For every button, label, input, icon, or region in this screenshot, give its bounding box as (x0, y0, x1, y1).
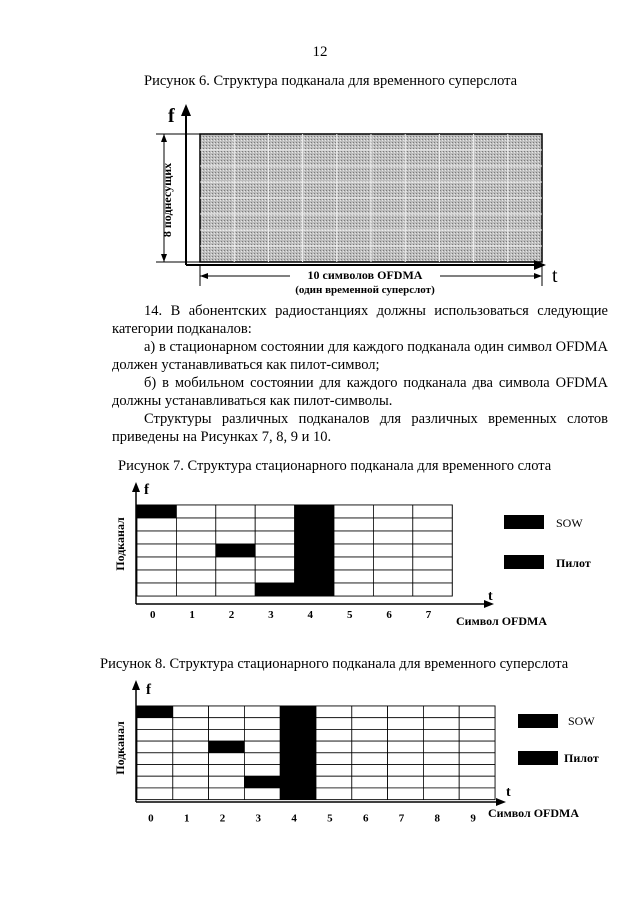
dimension-arrow-up-icon (161, 134, 167, 142)
grid-cell (373, 570, 412, 583)
subchannel-grid (200, 134, 542, 262)
grid-cell (255, 557, 294, 570)
grid-cell (388, 718, 424, 730)
grid-cell (373, 544, 412, 557)
grid-cell (334, 570, 373, 583)
grid-cell (137, 776, 173, 788)
grid-cell (352, 788, 388, 800)
grid-cell (316, 729, 352, 741)
grid-cell (413, 583, 452, 596)
grid-cell (352, 765, 388, 777)
grid-cell (388, 753, 424, 765)
symbol-tick-label: 6 (386, 609, 392, 621)
grid-cell (176, 518, 215, 531)
grid-cell (413, 557, 452, 570)
symbol-tick-label: 4 (307, 609, 314, 621)
grid-cell (413, 518, 452, 531)
grid-cell (173, 718, 209, 730)
paragraph-a: а) в стационарном состоянии для каждого подканала один символ OFDMA должен устанавливаться как пилот-символ; (112, 339, 608, 373)
grid-cell (413, 531, 452, 544)
dimension-arrow-down-icon (161, 254, 167, 262)
grid-cell (423, 765, 459, 777)
t-axis-arrow-icon (496, 798, 506, 806)
subchannel-axis-label: Подканал (113, 721, 127, 775)
figure-7-caption: Рисунок 7. Структура стационарного подканала для временного слота (118, 458, 552, 474)
grid-cell (459, 729, 495, 741)
dimension-arrow-left-icon (200, 273, 208, 279)
dimension-arrow-right-icon (534, 273, 542, 279)
grid-cell (137, 718, 173, 730)
legend-pilot-label: Пилот (564, 751, 599, 765)
grid-cell (137, 729, 173, 741)
grid-cell (255, 531, 294, 544)
grid-cell (334, 557, 373, 570)
symbol-tick-label: 2 (219, 812, 226, 825)
grid-cell (216, 583, 255, 596)
grid-cell (423, 788, 459, 800)
grid-cell (176, 531, 215, 544)
grid-cell (388, 776, 424, 788)
f-axis-arrow-icon (181, 104, 191, 116)
grid-cell (209, 706, 245, 718)
grid-cell (216, 531, 255, 544)
grid-cell (373, 557, 412, 570)
grid-cell (137, 518, 176, 531)
body-text (112, 302, 608, 446)
grid-cell (352, 718, 388, 730)
symbol-tick-label: 8 (434, 812, 441, 825)
legend-pilot-label: Пилот (556, 556, 591, 570)
grid-cell (176, 557, 215, 570)
grid-cell (459, 706, 495, 718)
grid-cell (244, 741, 280, 753)
grid-cell (209, 718, 245, 730)
grid-cell (388, 788, 424, 800)
grid-cell (423, 706, 459, 718)
grid-cell (423, 729, 459, 741)
symbol-tick-labels (148, 813, 476, 825)
sow-cell (137, 706, 173, 718)
symbol-tick-label: 3 (255, 812, 262, 825)
grid-cell (244, 729, 280, 741)
grid-cell (255, 544, 294, 557)
pilot-symbol-column (295, 505, 334, 596)
subchannel-grid (137, 505, 452, 596)
f-axis-arrow-icon (132, 680, 140, 690)
grid-cell (255, 505, 294, 518)
t-axis-label: t (506, 785, 511, 800)
legend-sow-swatch (504, 515, 544, 529)
f-axis-label: f (168, 105, 175, 127)
grid-cell (173, 776, 209, 788)
grid-cell (334, 518, 373, 531)
grid-cell (388, 741, 424, 753)
grid-cell (244, 753, 280, 765)
grid-cell (137, 741, 173, 753)
symbols-label: 10 символов OFDMA (307, 268, 423, 282)
symbol-tick-label: 5 (346, 609, 353, 621)
grid-cell (459, 765, 495, 777)
pilot-symbol-column (280, 706, 316, 800)
grid-cell (352, 776, 388, 788)
sow-cell (209, 741, 245, 753)
grid-cell (216, 557, 255, 570)
legend-sow-swatch (518, 714, 558, 728)
figure-8-caption: Рисунок 8. Структура стационарного подканала для временного суперслота (100, 656, 569, 672)
t-axis-label: t (552, 265, 558, 287)
sow-cell (244, 776, 280, 788)
grid-cell (352, 741, 388, 753)
grid-cell (413, 544, 452, 557)
grid-cell (176, 570, 215, 583)
superslot-label: (один временной суперслот) (295, 284, 435, 296)
subcarriers-label: 8 поднесущих (160, 162, 174, 238)
grid-cell (459, 776, 495, 788)
grid-cell (137, 753, 173, 765)
grid-cell (334, 531, 373, 544)
grid-cell (352, 729, 388, 741)
symbol-tick-label: 4 (291, 812, 297, 825)
grid-cell (137, 531, 176, 544)
grid-cell (423, 718, 459, 730)
grid-cell (173, 729, 209, 741)
grid-cell (316, 788, 352, 800)
grid-cell (459, 788, 495, 800)
symbol-tick-label: 5 (327, 812, 333, 825)
legend-pilot-swatch (504, 555, 544, 569)
grid-cell (209, 776, 245, 788)
grid-cell (334, 505, 373, 518)
f-axis-label: f (144, 482, 149, 498)
paragraph-structures: Структуры различных подканалов для различных временных слотов приведены на Рисунках 7, 8, 9 и 10. (112, 411, 608, 445)
grid-cell (244, 718, 280, 730)
grid-cell (176, 544, 215, 557)
grid-cell (413, 570, 452, 583)
legend-sow-label: SOW (556, 516, 583, 530)
symbol-tick-label: 3 (268, 609, 274, 621)
grid-cell (216, 570, 255, 583)
grid-cell (209, 788, 245, 800)
grid-cell (137, 788, 173, 800)
symbol-tick-label: 7 (425, 609, 432, 621)
symbol-axis-label: Символ OFDMA (488, 806, 580, 820)
symbol-tick-label: 1 (183, 812, 190, 825)
grid-cell (459, 718, 495, 730)
sow-cell (137, 505, 176, 518)
symbol-axis-label: Символ OFDMA (456, 614, 548, 628)
grid-cell (388, 765, 424, 777)
grid-cell (216, 518, 255, 531)
grid-cell (316, 753, 352, 765)
sow-cell (216, 544, 255, 557)
grid-cell (373, 583, 412, 596)
f-axis-label: f (146, 682, 151, 698)
grid-cell (413, 505, 452, 518)
grid-cell (176, 583, 215, 596)
symbol-tick-label: 9 (470, 812, 476, 825)
grid-cell (173, 706, 209, 718)
grid-cell (209, 765, 245, 777)
symbol-tick-label: 1 (189, 609, 195, 621)
grid-cell (244, 788, 280, 800)
grid-cell (176, 505, 215, 518)
grid-cell (137, 583, 176, 596)
grid-cell (373, 518, 412, 531)
grid-cell (173, 765, 209, 777)
grid-cell (423, 753, 459, 765)
grid-cell (244, 765, 280, 777)
grid-cell (137, 765, 173, 777)
grid-cell (216, 505, 255, 518)
grid-cell (316, 718, 352, 730)
subchannel-axis-label: Подканал (113, 517, 127, 571)
grid-cell (334, 583, 373, 596)
grid-cell (423, 741, 459, 753)
grid-cell (255, 518, 294, 531)
grid-cell (137, 544, 176, 557)
symbol-tick-label: 6 (362, 812, 369, 825)
grid-cell (316, 741, 352, 753)
symbol-tick-label: 0 (149, 609, 156, 621)
f-axis-arrow-icon (132, 482, 140, 492)
grid-cell (459, 741, 495, 753)
grid-cell (137, 570, 176, 583)
paragraph-b: б) в мобильном состоянии для каждого подканала два символа OFDMA должны устанавливаться как пилот-символы. (112, 375, 608, 409)
grid-cell (316, 776, 352, 788)
page-number: 12 (312, 44, 328, 60)
grid-cell (373, 505, 412, 518)
legend-sow-label: SOW (568, 714, 595, 728)
grid-cell (173, 741, 209, 753)
grid-cell (316, 706, 352, 718)
grid-cell (316, 765, 352, 777)
figure-6-caption: Рисунок 6. Структура подканала для временного суперслота (144, 73, 518, 89)
figure-7-diagram (112, 476, 602, 636)
figure-8-diagram (112, 674, 602, 834)
legend-pilot-swatch (518, 751, 558, 765)
symbol-tick-label: 2 (228, 609, 235, 621)
t-axis-label: t (488, 589, 493, 604)
grid-cell (388, 729, 424, 741)
grid-cell (137, 557, 176, 570)
grid-cell (388, 706, 424, 718)
grid-cell (173, 753, 209, 765)
grid-cell (334, 544, 373, 557)
symbol-tick-label: 0 (148, 812, 154, 825)
grid-cell (423, 776, 459, 788)
figure-6-diagram (140, 100, 580, 300)
symbol-tick-labels (150, 609, 432, 621)
grid-cell (352, 753, 388, 765)
grid-cell (459, 753, 495, 765)
paragraph-14: 14. В абонентских радиостанциях должны использоваться следующие категории подканалов: (112, 303, 608, 337)
subchannel-grid (137, 706, 495, 800)
grid-cell (244, 706, 280, 718)
grid-cell (173, 788, 209, 800)
grid-cell (255, 570, 294, 583)
grid-cell (373, 531, 412, 544)
symbol-tick-label: 7 (398, 812, 405, 825)
grid-cell (209, 729, 245, 741)
grid-cell (209, 753, 245, 765)
sow-cell (255, 583, 294, 596)
grid-cell (352, 706, 388, 718)
